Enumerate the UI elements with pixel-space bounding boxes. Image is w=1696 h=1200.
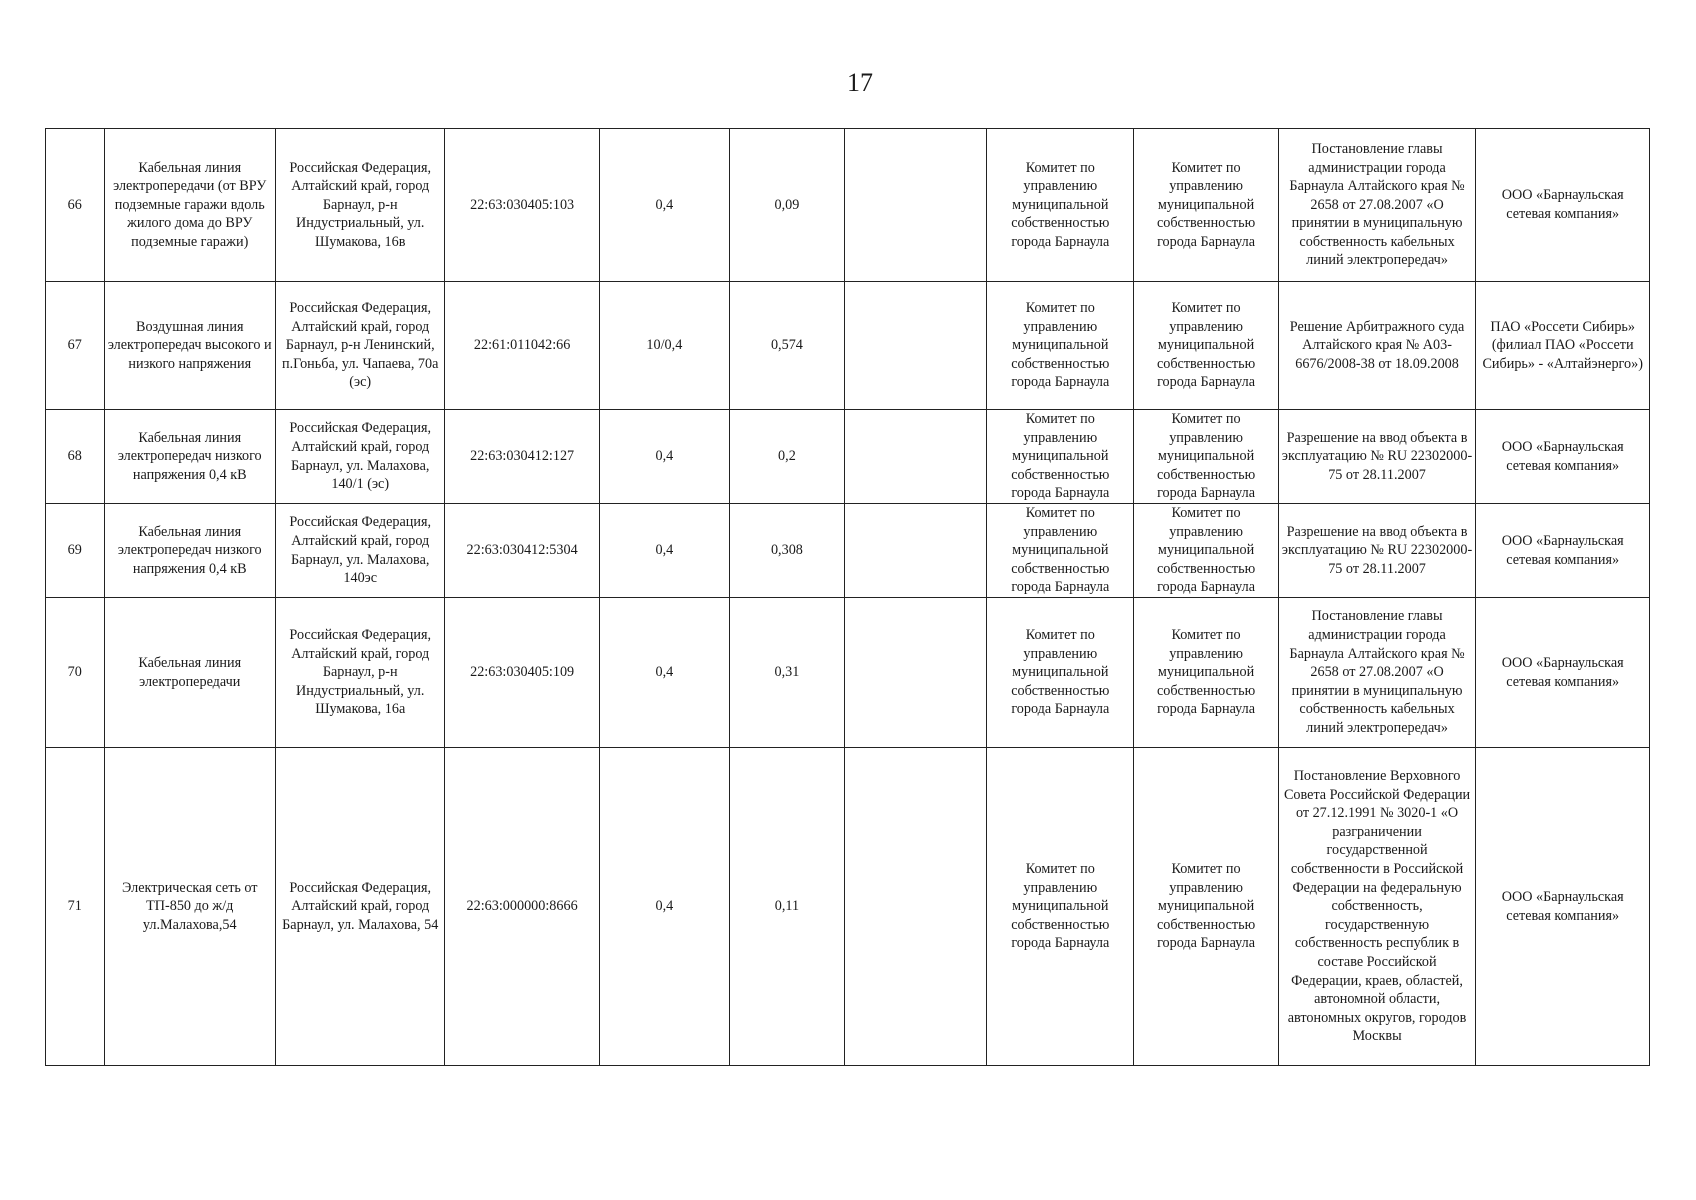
length-value: 0,11	[729, 748, 844, 1066]
object-address: Российская Федерация, Алтайский край, город Барнаул, ул. Малахова, 54	[275, 748, 444, 1066]
object-address: Российская Федерация, Алтайский край, город Барнаул, р-н Индустриальный, ул. Шумакова, 16в	[275, 129, 444, 282]
row-number: 70	[46, 598, 105, 748]
voltage-value: 0,4	[599, 598, 729, 748]
holder-cell: Комитет по управлению муниципальной собственностью города Барнаула	[987, 748, 1134, 1066]
holder-cell: Комитет по управлению муниципальной собственностью города Барнаула	[987, 410, 1134, 504]
cadastral-number: 22:63:030412:127	[445, 410, 599, 504]
legal-basis: Разрешение на ввод объекта в эксплуатацию № RU 22302000-75 от 28.11.2007	[1278, 410, 1476, 504]
row-number: 68	[46, 410, 105, 504]
length-value: 0,574	[729, 282, 844, 410]
table-row	[46, 504, 1650, 598]
object-address: Российская Федерация, Алтайский край, город Барнаул, ул. Малахова, 140эс	[275, 504, 444, 598]
object-name: Воздушная линия электропередач высокого и низкого напряжения	[104, 282, 275, 410]
voltage-value: 0,4	[599, 504, 729, 598]
object-address: Российская Федерация, Алтайский край, город Барнаул, р-н Ленинский, п.Гоньба, ул. Чапаева, 70а (эс)	[275, 282, 444, 410]
object-name: Кабельная линия электропередач низкого напряжения 0,4 кВ	[104, 504, 275, 598]
legal-basis: Постановление главы администрации города Барнаула Алтайского края № 2658 от 27.08.2007 «О принятии в муниципальную собственность кабельных линий электропередач»	[1278, 129, 1476, 282]
property-registry-table	[45, 128, 1650, 1066]
row-number: 69	[46, 504, 105, 598]
cadastral-number: 22:63:000000:8666	[445, 748, 599, 1066]
object-name: Кабельная линия электропередач низкого напряжения 0,4 кВ	[104, 410, 275, 504]
table-row	[46, 282, 1650, 410]
empty-cell	[844, 748, 986, 1066]
page-number: 17	[847, 68, 873, 97]
table-row	[46, 129, 1650, 282]
length-value: 0,2	[729, 410, 844, 504]
holder-cell: Комитет по управлению муниципальной собственностью города Барнаула	[1134, 504, 1278, 598]
holder-cell: Комитет по управлению муниципальной собственностью города Барнаула	[987, 282, 1134, 410]
operator-cell: ООО «Барнаульская сетевая компания»	[1476, 598, 1650, 748]
empty-cell	[844, 282, 986, 410]
holder-cell: Комитет по управлению муниципальной собственностью города Барнаула	[1134, 748, 1278, 1066]
operator-cell: ООО «Барнаульская сетевая компания»	[1476, 129, 1650, 282]
length-value: 0,31	[729, 598, 844, 748]
voltage-value: 0,4	[599, 129, 729, 282]
operator-cell: ПАО «Россети Сибирь» (филиал ПАО «Россети Сибирь» - «Алтайэнерго»)	[1476, 282, 1650, 410]
row-number: 71	[46, 748, 105, 1066]
legal-basis: Решение Арбитражного суда Алтайского края № А03-6676/2008-38 от 18.09.2008	[1278, 282, 1476, 410]
operator-cell: ООО «Барнаульская сетевая компания»	[1476, 504, 1650, 598]
table-row	[46, 748, 1650, 1066]
legal-basis: Постановление главы администрации города Барнаула Алтайского края № 2658 от 27.08.2007 «О принятии в муниципальную собственность кабельных линий электропередач»	[1278, 598, 1476, 748]
cadastral-number: 22:63:030412:5304	[445, 504, 599, 598]
operator-cell: ООО «Барнаульская сетевая компания»	[1476, 410, 1650, 504]
empty-cell	[844, 129, 986, 282]
holder-cell: Комитет по управлению муниципальной собственностью города Барнаула	[1134, 410, 1278, 504]
cadastral-number: 22:61:011042:66	[445, 282, 599, 410]
voltage-value: 0,4	[599, 410, 729, 504]
object-name: Кабельная линия электропередачи	[104, 598, 275, 748]
legal-basis: Разрешение на ввод объекта в эксплуатацию № RU 22302000-75 от 28.11.2007	[1278, 504, 1476, 598]
cadastral-number: 22:63:030405:109	[445, 598, 599, 748]
cadastral-number: 22:63:030405:103	[445, 129, 599, 282]
holder-cell: Комитет по управлению муниципальной собственностью города Барнаула	[987, 598, 1134, 748]
empty-cell	[844, 410, 986, 504]
object-name: Электрическая сеть от ТП-850 до ж/д ул.Малахова,54	[104, 748, 275, 1066]
length-value: 0,308	[729, 504, 844, 598]
empty-cell	[844, 598, 986, 748]
holder-cell: Комитет по управлению муниципальной собственностью города Барнаула	[1134, 598, 1278, 748]
object-address: Российская Федерация, Алтайский край, город Барнаул, р-н Индустриальный, ул. Шумакова, 16а	[275, 598, 444, 748]
table-row	[46, 410, 1650, 504]
legal-basis: Постановление Верховного Совета Российской Федерации от 27.12.1991 № 3020-1 «О разграничении государственной собственности в Российской Федерации на федеральную собственность, государственную собственность республик в составе Российской Федерации, краев, областей, автономной области, автономных округов, городов Москвы	[1278, 748, 1476, 1066]
object-name: Кабельная линия электропередачи (от ВРУ подземные гаражи вдоль жилого дома до ВРУ подземные гаражи)	[104, 129, 275, 282]
empty-cell	[844, 504, 986, 598]
holder-cell: Комитет по управлению муниципальной собственностью города Барнаула	[987, 504, 1134, 598]
length-value: 0,09	[729, 129, 844, 282]
holder-cell: Комитет по управлению муниципальной собственностью города Барнаула	[987, 129, 1134, 282]
table-row	[46, 598, 1650, 748]
operator-cell: ООО «Барнаульская сетевая компания»	[1476, 748, 1650, 1066]
holder-cell: Комитет по управлению муниципальной собственностью города Барнаула	[1134, 129, 1278, 282]
voltage-value: 10/0,4	[599, 282, 729, 410]
holder-cell: Комитет по управлению муниципальной собственностью города Барнаула	[1134, 282, 1278, 410]
row-number: 66	[46, 129, 105, 282]
voltage-value: 0,4	[599, 748, 729, 1066]
object-address: Российская Федерация, Алтайский край, город Барнаул, ул. Малахова, 140/1 (эс)	[275, 410, 444, 504]
row-number: 67	[46, 282, 105, 410]
